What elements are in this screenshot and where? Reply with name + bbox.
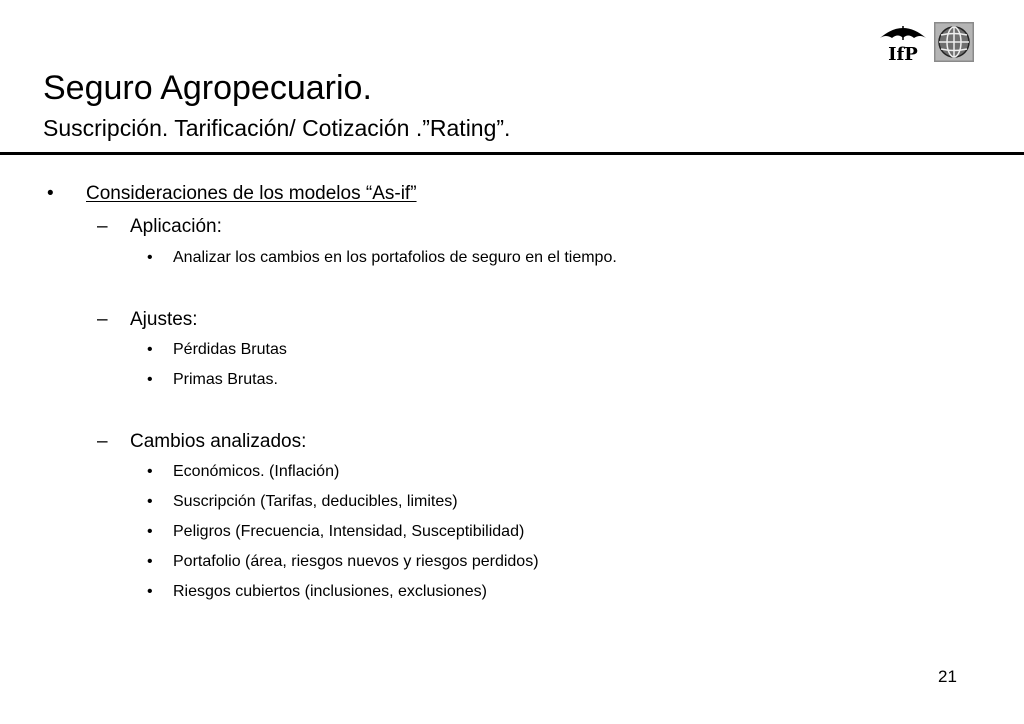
slide-subtitle: Suscripción. Tarificación/ Cotización .”Rating”. — [43, 115, 511, 141]
bullet-icon: • — [147, 249, 153, 266]
list-item: Suscripción (Tarifas, deducibles, limites) — [173, 493, 458, 510]
sub-heading-cambios: Cambios analizados: — [130, 431, 307, 452]
list-item: Portafolio (área, riesgos nuevos y riesgos perdidos) — [173, 553, 539, 570]
list-item: Analizar los cambios en los portafolios de seguro en el tiempo. — [173, 249, 617, 266]
dash-icon: – — [97, 309, 108, 330]
bullet-icon: • — [147, 463, 153, 480]
page-number: 21 — [938, 667, 957, 686]
list-item: Peligros (Frecuencia, Intensidad, Susceptibilidad) — [173, 523, 525, 540]
bullet-icon: • — [47, 183, 54, 204]
bullet-icon: • — [147, 493, 153, 510]
bullet-icon: • — [147, 523, 153, 540]
dash-icon: – — [97, 216, 108, 237]
ifp-logo-text: IfP — [888, 44, 918, 64]
sub-heading-aplicacion: Aplicación: — [130, 216, 222, 237]
dash-icon: – — [97, 431, 108, 452]
bullet-icon: • — [147, 371, 153, 388]
sub-heading-ajustes: Ajustes: — [130, 309, 198, 330]
bullet-icon: • — [147, 553, 153, 570]
section-heading: Consideraciones de los modelos “As-if” — [86, 183, 417, 204]
list-item: Económicos. (Inflación) — [173, 463, 340, 480]
list-item: Primas Brutas. — [173, 371, 278, 388]
bullet-icon: • — [147, 583, 153, 600]
list-item: Pérdidas Brutas — [173, 341, 287, 358]
bullet-icon: • — [147, 341, 153, 358]
list-item: Riesgos cubiertos (inclusiones, exclusiones) — [173, 583, 487, 600]
slide-title: Seguro Agropecuario. — [43, 69, 372, 107]
